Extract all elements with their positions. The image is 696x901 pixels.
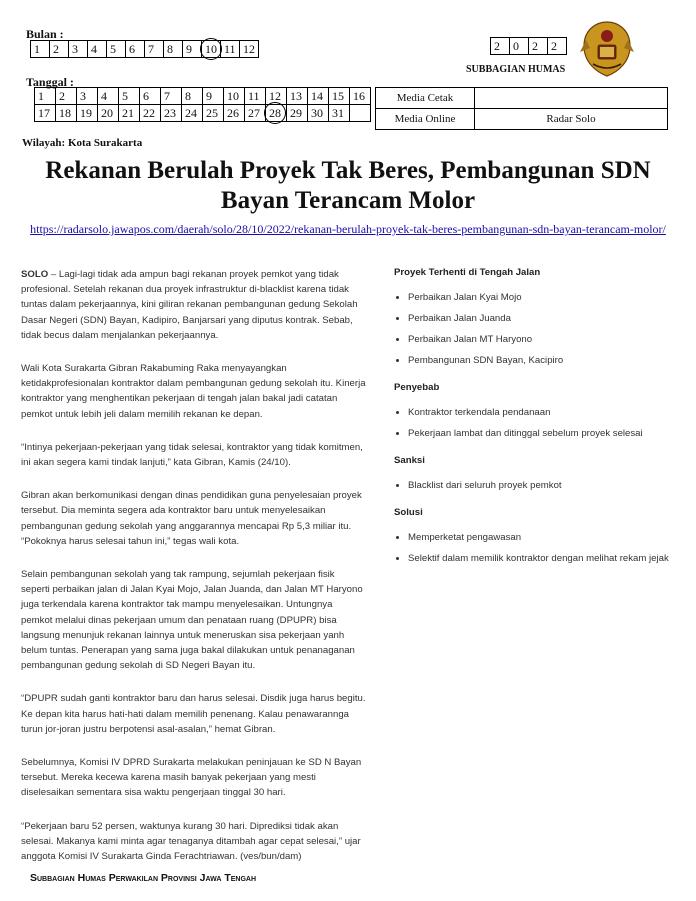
article-paragraph: SOLO – Lagi-lagi tidak ada ampun bagi rekanan proyek pemkot yang tidak profesional. Setelah rekanan dua proyek infrastruktur di-blacklist karena tidak tuntas dalam pekerjaannya, kini giliran rekanan pembangunan gedung Sekolah Dasar Negeri (SDN) Bayan, Kadipiro, Banjarsari yang diputus kontrak. Sebab, tidak becus dalam menjalankan pekerjaannya.	[21, 269, 358, 341]
article-paragraph: Sebelumnya, Komisi IV DPRD Surakarta melakukan peninjauan ke SD N Bayan tersebut. Mereka kecewa karena masih banyak pekerjaan yang mesti diselesaikan sementara sisa waktu pengerjaan tinggal 30 hari.	[21, 757, 362, 799]
infobox-list-item: • Perbaikan Jalan Kyai Mojo	[408, 292, 684, 303]
tanggal-cell: 8	[182, 88, 203, 105]
infobox-list-item: • Memperketat pengawasan	[408, 532, 684, 543]
bulan-label: Bulan :	[26, 27, 64, 41]
tanggal-cell: 21	[119, 105, 140, 122]
bulan-cell: 4	[88, 41, 107, 58]
infobox-list	[394, 532, 684, 564]
infobox-sidebar	[394, 267, 684, 580]
org-label: SUBBAGIAN HUMAS	[466, 64, 566, 75]
infobox-heading: Proyek Terhenti di Tengah Jalan	[394, 267, 541, 278]
tanggal-cell: 30	[308, 105, 329, 122]
tanggal-cell: 28	[266, 105, 287, 122]
infobox-heading: Solusi	[394, 507, 423, 518]
media-table	[375, 87, 668, 130]
footer-org: Subbagian Humas Perwakilan Provinsi Jawa Tengah	[30, 872, 257, 884]
article-paragraph: Selain pembangunan sekolah yang tak rampung, sejumlah pekerjaan fisik seperti perbaikan jalan di Jalan Kyai Mojo, Jalan Juanda, dan Jalan MT Haryono juga terkendala karena kontraktor tak mampu menyelesaikan. Untungnya pemkot melalui dinas pekerjaan umum dan penataan ruang (DPUPR) bisa langsung menunjuk rekanan lainnya untuk meneruskan sisa pekerjaan yanh belum tuntas. Penerapan yang sama juga bakal dilakukan untuk penanaganan pembangunan gedung sekolah di SD Negeri Bayan itu.	[21, 569, 363, 672]
tanggal-grid	[34, 87, 371, 122]
tanggal-cell: 19	[77, 105, 98, 122]
tanggal-cell: 9	[203, 88, 224, 105]
tanggal-cell: 2	[56, 88, 77, 105]
infobox-list-item: • Blacklist dari seluruh proyek pemkot	[408, 480, 684, 491]
bulan-cell: 11	[221, 41, 240, 58]
infobox-list-item: • Pembangunan SDN Bayan, Kacipiro	[408, 355, 684, 366]
bulan-cell: 5	[107, 41, 126, 58]
tanggal-cell: 18	[56, 105, 77, 122]
year-cell: 2	[529, 38, 548, 55]
article-title: Rekanan Berulah Proyek Tak Beres, Pembangunan SDN Bayan Terancam Molor	[45, 157, 651, 214]
tanggal-cell: 5	[119, 88, 140, 105]
bulan-cell: 2	[50, 41, 69, 58]
article-paragraph: “Intinya pekerjaan-pekerjaan yang tidak selesai, kontraktor yang tidak komitmen, ini akan segera kami tindak lanjuti,” kata Gibran, Kamis (24/10).	[21, 441, 363, 469]
tanggal-cell: 23	[161, 105, 182, 122]
bulan-cell: 7	[145, 41, 164, 58]
tanggal-cell: 22	[140, 105, 161, 122]
year-cell: 2	[548, 38, 567, 55]
infobox-list	[394, 480, 684, 491]
bulan-grid	[30, 40, 259, 58]
tanggal-cell: 16	[350, 88, 371, 105]
infobox-heading: Sanksi	[394, 455, 425, 466]
year-box	[490, 37, 567, 55]
bulan-cell: 10	[202, 41, 221, 58]
tanggal-cell: 24	[182, 105, 203, 122]
tanggal-cell: 27	[245, 105, 266, 122]
tanggal-cell: 11	[245, 88, 266, 105]
infobox-list-item: • Perbaikan Jalan Juanda	[408, 313, 684, 324]
tanggal-cell: 4	[98, 88, 119, 105]
tanggal-cell: 31	[329, 105, 350, 122]
infobox-list	[394, 407, 684, 439]
dateline: SOLO	[21, 269, 49, 280]
infobox-list	[394, 292, 684, 366]
tanggal-cell: 14	[308, 88, 329, 105]
article-paragraph: “Pekerjaan baru 52 persen, waktunya kurang 30 hari. Diprediksi tidak akan selesai. Makanya kami minta agar tenaganya ditambah agar cepat selesai,” ujar anggota Komisi IV Surakarta Ginda Ferachtriawan. (ves/bun/dam)	[21, 820, 361, 863]
year-cell: 0	[510, 38, 529, 55]
infobox-list-item: • Selektif dalam memilik kontraktor dengan melihat rekam jejak	[408, 553, 684, 564]
tanggal-cell: 3	[77, 88, 98, 105]
article-paragraph: “DPUPR sudah ganti kontraktor baru dan harus selesai. Disdik juga harus begitu. Ke depan kita harus hati-hati dalam memilih penenang. Kalau penawarannga turun jor-joran justru berpotensi asal-asalan,” hemat Gibran.	[21, 693, 366, 735]
tanggal-cell: 10	[224, 88, 245, 105]
infobox-list-item: • Kontraktor terkendala pendanaan	[408, 407, 684, 418]
bulan-cell: 12	[240, 41, 259, 58]
tanggal-cell: 25	[203, 105, 224, 122]
tanggal-cell: 26	[224, 105, 245, 122]
tanggal-cell: 12	[266, 88, 287, 105]
media-online-value: Radar Solo	[475, 109, 668, 130]
bulan-cell: 8	[164, 41, 183, 58]
infobox-heading: Penyebab	[394, 382, 440, 393]
tanggal-cell	[350, 105, 371, 122]
tanggal-cell: 13	[287, 88, 308, 105]
garuda-emblem-icon	[578, 18, 636, 80]
infobox-list-item: • Perbaikan Jalan MT Haryono	[408, 334, 684, 345]
article-body	[21, 267, 366, 882]
bulan-cell: 9	[183, 41, 202, 58]
year-cell: 2	[491, 38, 510, 55]
tanggal-cell: 20	[98, 105, 119, 122]
infobox-list-item: • Pekerjaan lambat dan ditinggal sebelum proyek selesai	[408, 428, 684, 439]
bulan-cell: 1	[31, 41, 50, 58]
bulan-cell: 3	[69, 41, 88, 58]
tanggal-cell: 1	[35, 88, 56, 105]
tanggal-cell: 6	[140, 88, 161, 105]
media-cetak-value	[475, 88, 668, 109]
article-url-link[interactable]: https://radarsolo.jawapos.com/daerah/solo/28/10/2022/rekanan-berulah-proyek-tak-beres-pembangunan-sdn-bayan-terancam-molor/	[30, 222, 666, 236]
media-online-label: Media Online	[376, 109, 475, 130]
tanggal-label: Tanggal :	[26, 75, 74, 89]
article-paragraph: Wali Kota Surakarta Gibran Rakabuming Raka menyayangkan ketidakprofesionalan kontraktor dalam pembangunan gedung sekolah itu. Kinerja kontraktor yang menghentikan pekerjaan di tengah jalan bakal jadi catatan pemkot untuk lebih jeli dalam memilih rekanan ke depan.	[21, 363, 366, 420]
wilayah: Wilayah: Kota Surakarta	[22, 137, 143, 149]
media-cetak-label: Media Cetak	[376, 88, 475, 109]
tanggal-cell: 15	[329, 88, 350, 105]
tanggal-cell: 29	[287, 105, 308, 122]
bulan-cell: 6	[126, 41, 145, 58]
article-paragraph: Gibran akan berkomunikasi dengan dinas pendidikan guna penyelesaian proyek tersebut. Dia meminta segera ada kontraktor baru untuk menyelesaikan pembangunan gedung sekolah yang anggarannya mencapai Rp 5,3 miliar itu. “Pokoknya harus selesai tahun ini,” tegas wali kota.	[21, 490, 362, 547]
tanggal-cell: 17	[35, 105, 56, 122]
tanggal-cell: 7	[161, 88, 182, 105]
